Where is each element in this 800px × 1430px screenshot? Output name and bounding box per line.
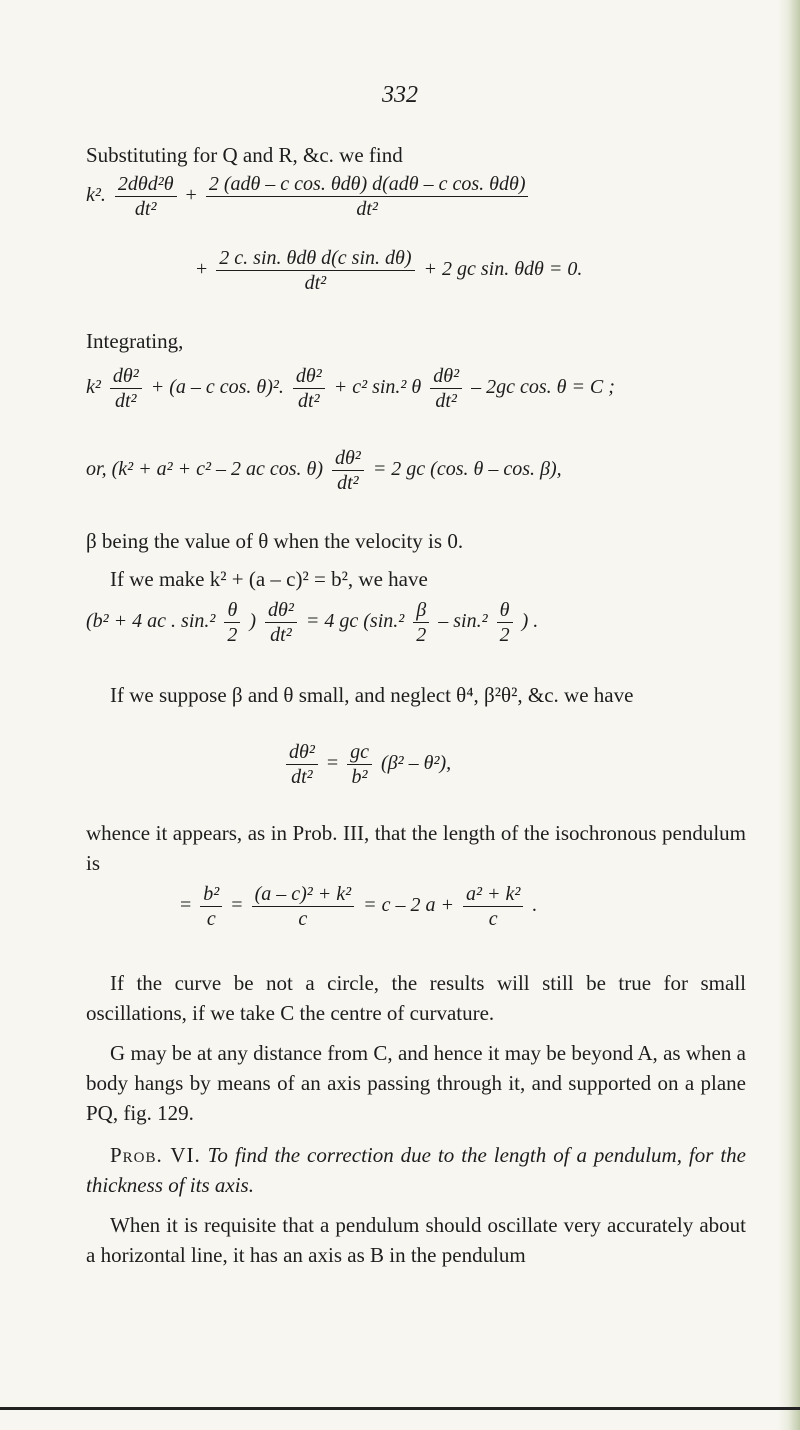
equation-1-line-1 [86, 172, 532, 221]
paragraph-when-it-is-requisite: When it is requisite that a pendulum should oscillate very accurately about a horizontal line, it has an axis as B in the pendulum [86, 1213, 746, 1267]
paragraph-if-we-suppose: If we suppose β and θ small, and neglect θ⁴, β²θ², &c. we have [110, 683, 634, 707]
paragraph-g-may-be: G may be at any distance from C, and hence it may be beyond A, as when a body hangs by means of an axis passing through it, and supported on a plane PQ, fig. 129. [86, 1041, 746, 1125]
eq1-num-1: 2dθd²θ [115, 172, 177, 197]
eq3-fraction-1 [332, 446, 364, 495]
equation-1-line-2: + $\frac{\text{2 c. sin. θdθ d(c sin. dθ)}}{\text{dt²}}$ + 2 gc sin. θdθ = 0. [196, 247, 583, 294]
equation-2 [86, 364, 615, 413]
eq4-num-1: θ [224, 598, 240, 623]
eq3-tail: = 2 gc (cos. θ – cos. β), [372, 458, 562, 481]
eq4-den-1: 2 [227, 624, 238, 646]
eq1-num-2: 2 (adθ – c cos. θdθ) d(adθ – c cos. θdθ) [206, 172, 529, 197]
equation-5 [282, 740, 451, 789]
eq5-tail: (β² – θ²), [381, 752, 452, 775]
eq5-num-2: gc [347, 740, 372, 765]
eq4-fraction-2 [265, 598, 297, 647]
eq2-num-3: dθ² [430, 364, 462, 389]
eq6-tail: . [532, 894, 538, 917]
eq6-den-2: c [298, 908, 308, 930]
eq6-fraction-3 [463, 882, 523, 931]
eq3-num-1: dθ² [332, 446, 364, 471]
equation-3 [86, 446, 562, 495]
eq4-den-2: dt² [270, 624, 292, 646]
problem-heading [86, 1140, 746, 1200]
paragraph-integrating: Integrating, [86, 329, 184, 353]
eq6-equals: = [231, 894, 243, 917]
eq6-den-3: c [488, 908, 498, 930]
eq5-den-2: b² [351, 766, 368, 788]
eq1-fraction-3 [216, 246, 414, 295]
eq6-num-2: (a – c)² + k² [252, 882, 355, 907]
paragraph-beta-definition: β being the value of θ when the velocity is 0. [86, 529, 464, 553]
eq3-lead: or, (k² + a² + c² – 2 ac cos. θ) [86, 458, 323, 481]
eq2-fraction-1 [110, 364, 142, 413]
eq2-den-3: dt² [435, 390, 457, 412]
eq2-num-2: dθ² [293, 364, 325, 389]
eq4-fraction-3 [413, 598, 429, 647]
eq4-fraction-4 [497, 598, 513, 647]
paragraph-if-we-make: If we make k² + (a – c)² = b², we have [110, 567, 428, 591]
bottom-rule [0, 1407, 800, 1410]
eq4-fraction-1 [224, 598, 240, 647]
eq6-fraction-1 [200, 882, 222, 931]
eq4-num-4: θ [497, 598, 513, 623]
eq5-fraction-1 [286, 740, 318, 789]
eq1-fraction-2 [206, 172, 529, 221]
eq4-close: ) [249, 610, 257, 633]
eq6-lead: = [180, 894, 192, 917]
eq6-num-3: a² + k² [463, 882, 523, 907]
eq1-lead: k². [86, 184, 106, 207]
eq1-fraction-1 [115, 172, 177, 221]
eq2-tail: – 2gc cos. θ = C ; [471, 376, 615, 399]
eq6-den-1: c [206, 908, 216, 930]
eq1-plus: + [185, 184, 197, 207]
paragraph-substituting: Substituting for Q and R, &c. we find [86, 143, 403, 167]
eq4-lead: (b² + 4 ac . sin.² [86, 610, 216, 633]
page-edge-shadow [778, 0, 800, 1430]
eq6-mid: = c – 2 a + [363, 894, 454, 917]
eq2-mid-1: + (a – c cos. θ)². [150, 376, 284, 399]
eq1-tail: + 2 gc sin. θdθ = 0. [423, 258, 583, 281]
eq6-num-1: b² [200, 882, 222, 907]
eq2-fraction-3 [430, 364, 462, 413]
eq4-mid-2: = 4 gc (sin.² [305, 610, 405, 633]
eq1-den-3: dt² [304, 272, 327, 294]
equation-4 [86, 598, 538, 647]
eq2-num-1: dθ² [110, 364, 142, 389]
eq5-equals: = [326, 752, 339, 775]
eq5-fraction-2 [347, 740, 372, 789]
eq2-mid-2: + c² sin.² θ [333, 376, 422, 399]
eq4-mid-3: – sin.² [438, 610, 488, 633]
eq4-den-3: 2 [416, 624, 427, 646]
eq4-tail: ) . [521, 610, 539, 633]
eq1-den-1: dt² [134, 198, 157, 220]
paragraph-whence: whence it appears, as in Prob. III, that the length of the isochronous pendulum is [86, 821, 746, 875]
eq5-den-1: dt² [291, 766, 313, 788]
problem-label: Prob. VI. [110, 1143, 201, 1167]
eq2-lead: k² [86, 376, 101, 399]
eq6-fraction-2 [252, 882, 355, 931]
problem-title: To find the correction due to the length of a pendulum, for the thickness of its axis. [86, 1143, 746, 1197]
eq1-num-3: 2 c. sin. θdθ d(c sin. dθ) [216, 246, 414, 271]
eq2-den-2: dt² [298, 390, 320, 412]
eq5-num-1: dθ² [286, 740, 318, 765]
paragraph-if-the-curve: If the curve be not a circle, the results will still be true for small oscillations, if we take C the centre of curvature. [86, 971, 746, 1025]
eq2-den-1: dt² [115, 390, 137, 412]
page-number: 332 [382, 82, 418, 108]
eq4-num-3: β [413, 598, 429, 623]
eq4-num-2: dθ² [265, 598, 297, 623]
eq4-den-4: 2 [499, 624, 510, 646]
eq1-den-2: dt² [356, 198, 378, 220]
eq3-den-1: dt² [337, 472, 359, 494]
eq2-fraction-2 [293, 364, 325, 413]
equation-6 [180, 882, 537, 931]
